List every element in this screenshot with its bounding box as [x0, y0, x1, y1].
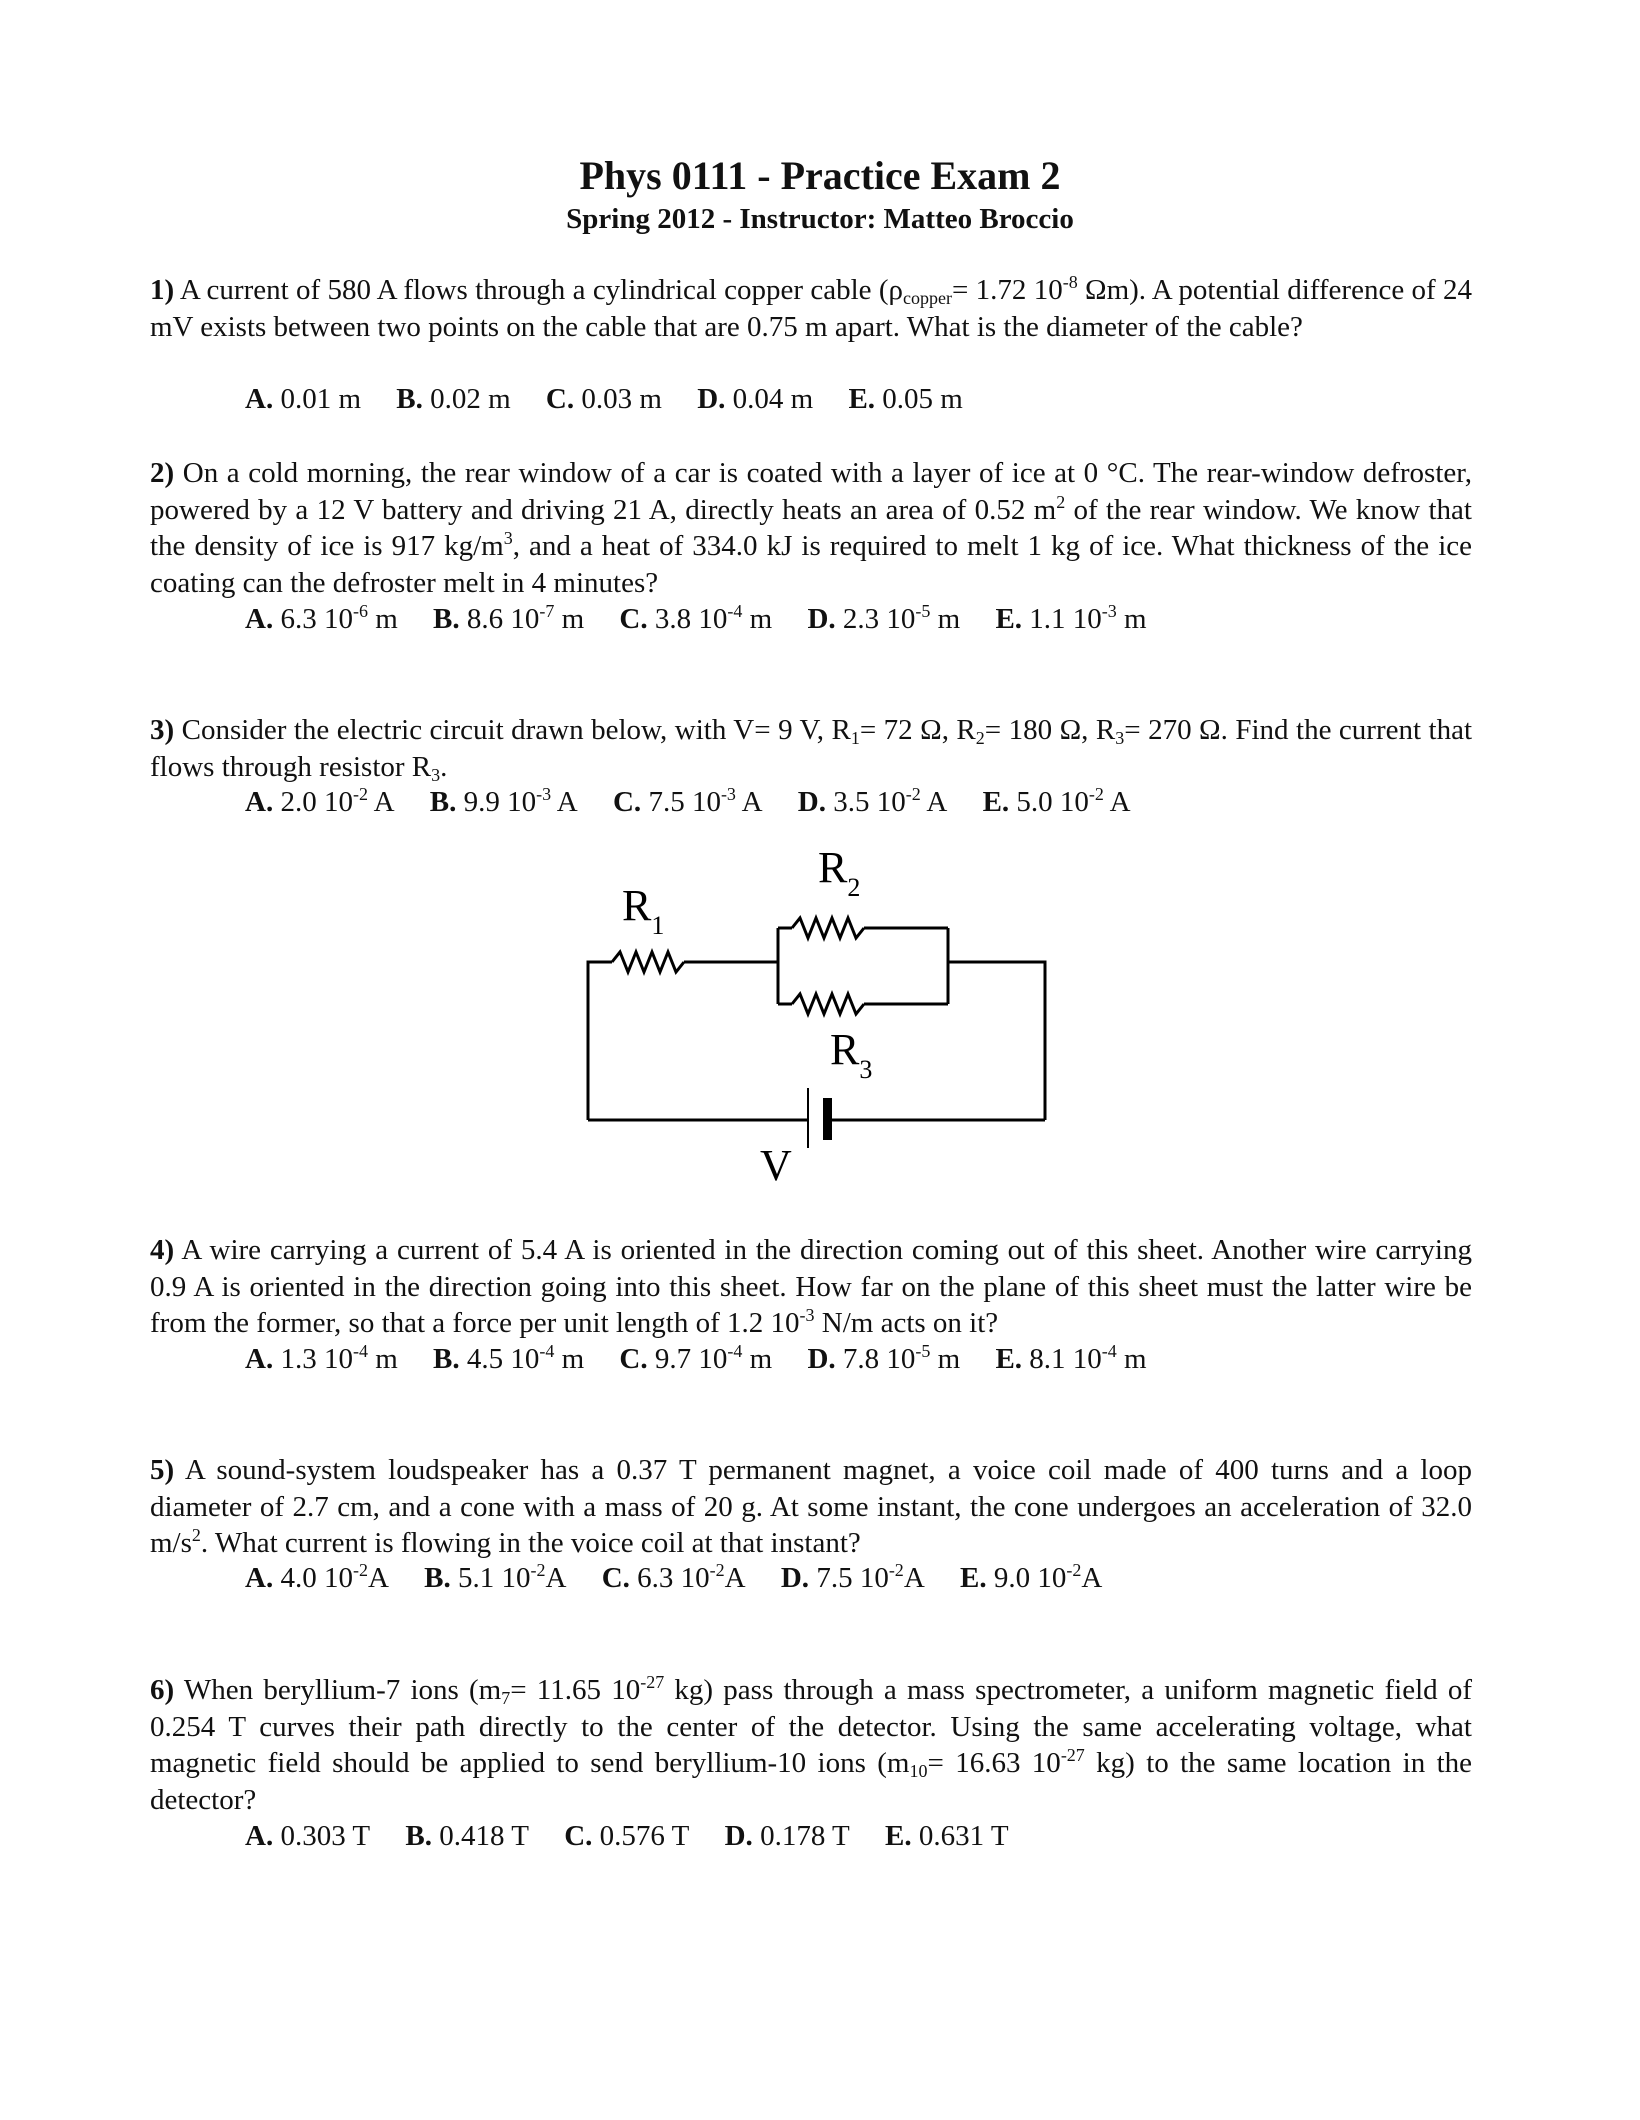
choice-b: B. 4.5 $10^{-4}$ m — [433, 1341, 585, 1375]
choice-e: E. 0.631 T — [885, 1820, 1009, 1852]
choice-a: A. 1.3 $10^{-4}$ m — [245, 1341, 398, 1375]
choice-e: E. 8.1 $10^{-4}$ m — [995, 1341, 1147, 1375]
question-3-choices — [245, 786, 1159, 819]
choice-d: D. 2.3 $10^{-5}$ m — [807, 601, 961, 635]
choice-b: B. 5.1 $10^{-2}A$ — [424, 1560, 567, 1594]
choice-d: D. 0.178 T — [724, 1820, 850, 1852]
question-number: 6) — [150, 1674, 175, 1706]
choice-e: E. 9.0 $10^{-2}A$ — [960, 1560, 1103, 1594]
choice-c: C. 0.03 m — [545, 383, 662, 415]
choice-e: E. 5.0 $10^{-2}$ A — [982, 784, 1131, 818]
question-4-choices — [245, 1343, 1175, 1376]
question-3-text: 3) Consider the electric circuit drawn below, with V= 9 V, $R_1= 72$ Ω, $R_2= 180$ Ω, $R_3= 270$ Ω. Find the current that flows through resistor $R_3$. — [150, 714, 1473, 785]
label-r2: $R_2$ — [818, 843, 861, 902]
resistor-r3 — [792, 994, 864, 1014]
question-2-text: 2) On a cold morning, the rear window of a car is coated with a layer of ice at 0 °C. The rear-window defroster, powered by a 12 V battery and driving 21 A, directly heats an area of 0.52 $m^2$ of the rear window. We know that the density of ice is 917 $kg/m^3$, and a heat of 334.0 kJ is required to melt 1 kg of ice. What thickness of the ice coating can the defroster melt in 4 minutes? — [150, 457, 1472, 599]
choice-b: B. 0.02 m — [396, 383, 511, 415]
question-1-choices — [245, 383, 991, 416]
choice-a: A. 0.303 T — [245, 1820, 371, 1852]
choice-e: E. 0.05 m — [848, 383, 963, 415]
question-number: 3) — [150, 714, 175, 746]
circuit-diagram — [560, 835, 1080, 1195]
choice-a: A. 4.0 $10^{-2}A$ — [245, 1560, 389, 1594]
question-6-text: 6) When beryllium-7 ions ($m_7= 11.65$ $10^{-27}$ kg) pass through a mass spectrometer, a uniform magnetic field of 0.254 T curves their path directly to the center of the detector. Using the same accelerating voltage, what magnetic field should be applied to send beryllium-10 ions ($m_{10}= 16.63$ $10^{-27}$ kg) to the same location in the detector? — [150, 1672, 1472, 1816]
page-subtitle: Spring 2012 - Instructor: Matteo Broccio — [566, 203, 1074, 235]
resistor-r2 — [792, 918, 864, 938]
label-r3: $R_3$ — [830, 1025, 873, 1084]
choice-d: D. 7.5 $10^{-2}A$ — [780, 1560, 925, 1594]
choice-c: C. 6.3 $10^{-2}A$ — [601, 1560, 746, 1594]
question-2-choices — [245, 603, 1175, 636]
question-number: 1) — [150, 274, 175, 306]
circuit-wire-right — [948, 962, 1045, 1120]
choice-b: B. 0.418 T — [405, 1820, 529, 1852]
choice-c: C. 9.7 $10^{-4}$ m — [619, 1341, 773, 1375]
circuit-wire-left — [588, 962, 612, 1120]
choice-b: B. 9.9 $10^{-3}$ A — [429, 784, 578, 818]
choice-c: C. 0.576 T — [564, 1820, 690, 1852]
battery-short-plate — [823, 1098, 832, 1140]
question-6-choices — [245, 1820, 1037, 1853]
label-r1: $R_1$ — [622, 881, 665, 940]
choice-c: C. 3.8 $10^{-4}$ m — [619, 601, 773, 635]
choice-a: A. 6.3 $10^{-6}$ m — [245, 601, 398, 635]
label-v: V — [760, 1141, 792, 1190]
choice-d: D. 3.5 $10^{-2}$ A — [797, 784, 948, 818]
choice-b: B. 8.6 $10^{-7}$ m — [433, 601, 585, 635]
question-4-text: 4) A wire carrying a current of 5.4 A is oriented in the direction coming out of this sheet. Another wire carrying 0.9 A is oriented in the direction going into this sheet. How far on the plane of this sheet must the latter wire be from the former, so that a force per unit length of 1.2 $10^{-3}$ N/m acts on it? — [150, 1234, 1472, 1339]
page-title: Phys 0111 - Practice Exam 2 — [579, 153, 1061, 198]
question-5-text: 5) A sound-system loudspeaker has a 0.37 T permanent magnet, a voice coil made of 400 turns and a loop diameter of 2.7 cm, and a cone with a mass of 20 g. At some instant, the cone undergoes an acceleration of 32.0 $m/s^2$. What current is flowing in the voice coil at that instant? — [150, 1454, 1472, 1559]
choice-d: D. 7.8 $10^{-5}$ m — [807, 1341, 961, 1375]
choice-a: A. 2.0 $10^{-2}$ A — [245, 784, 395, 818]
choice-a: A. 0.01 m — [245, 383, 362, 415]
question-number: 4) — [150, 1234, 175, 1266]
choice-d: D. 0.04 m — [697, 383, 814, 415]
question-number: 5) — [150, 1454, 175, 1486]
choice-e: E. 1.1 $10^{-3}$ m — [995, 601, 1147, 635]
resistor-r1 — [612, 952, 684, 972]
question-5-choices — [245, 1562, 1130, 1595]
question-number: 2) — [150, 457, 175, 489]
choice-c: C. 7.5 $10^{-3}$ A — [612, 784, 763, 818]
question-1-text: 1) A current of 580 A flows through a cylindrical copper cable ($\rho_{copper}= 1.72$ $10^{-8}$ Ωm). A potential difference of 24 mV exists between two points on the cable that are 0.75 m apart. What is the diameter of the cable? — [150, 272, 1472, 343]
